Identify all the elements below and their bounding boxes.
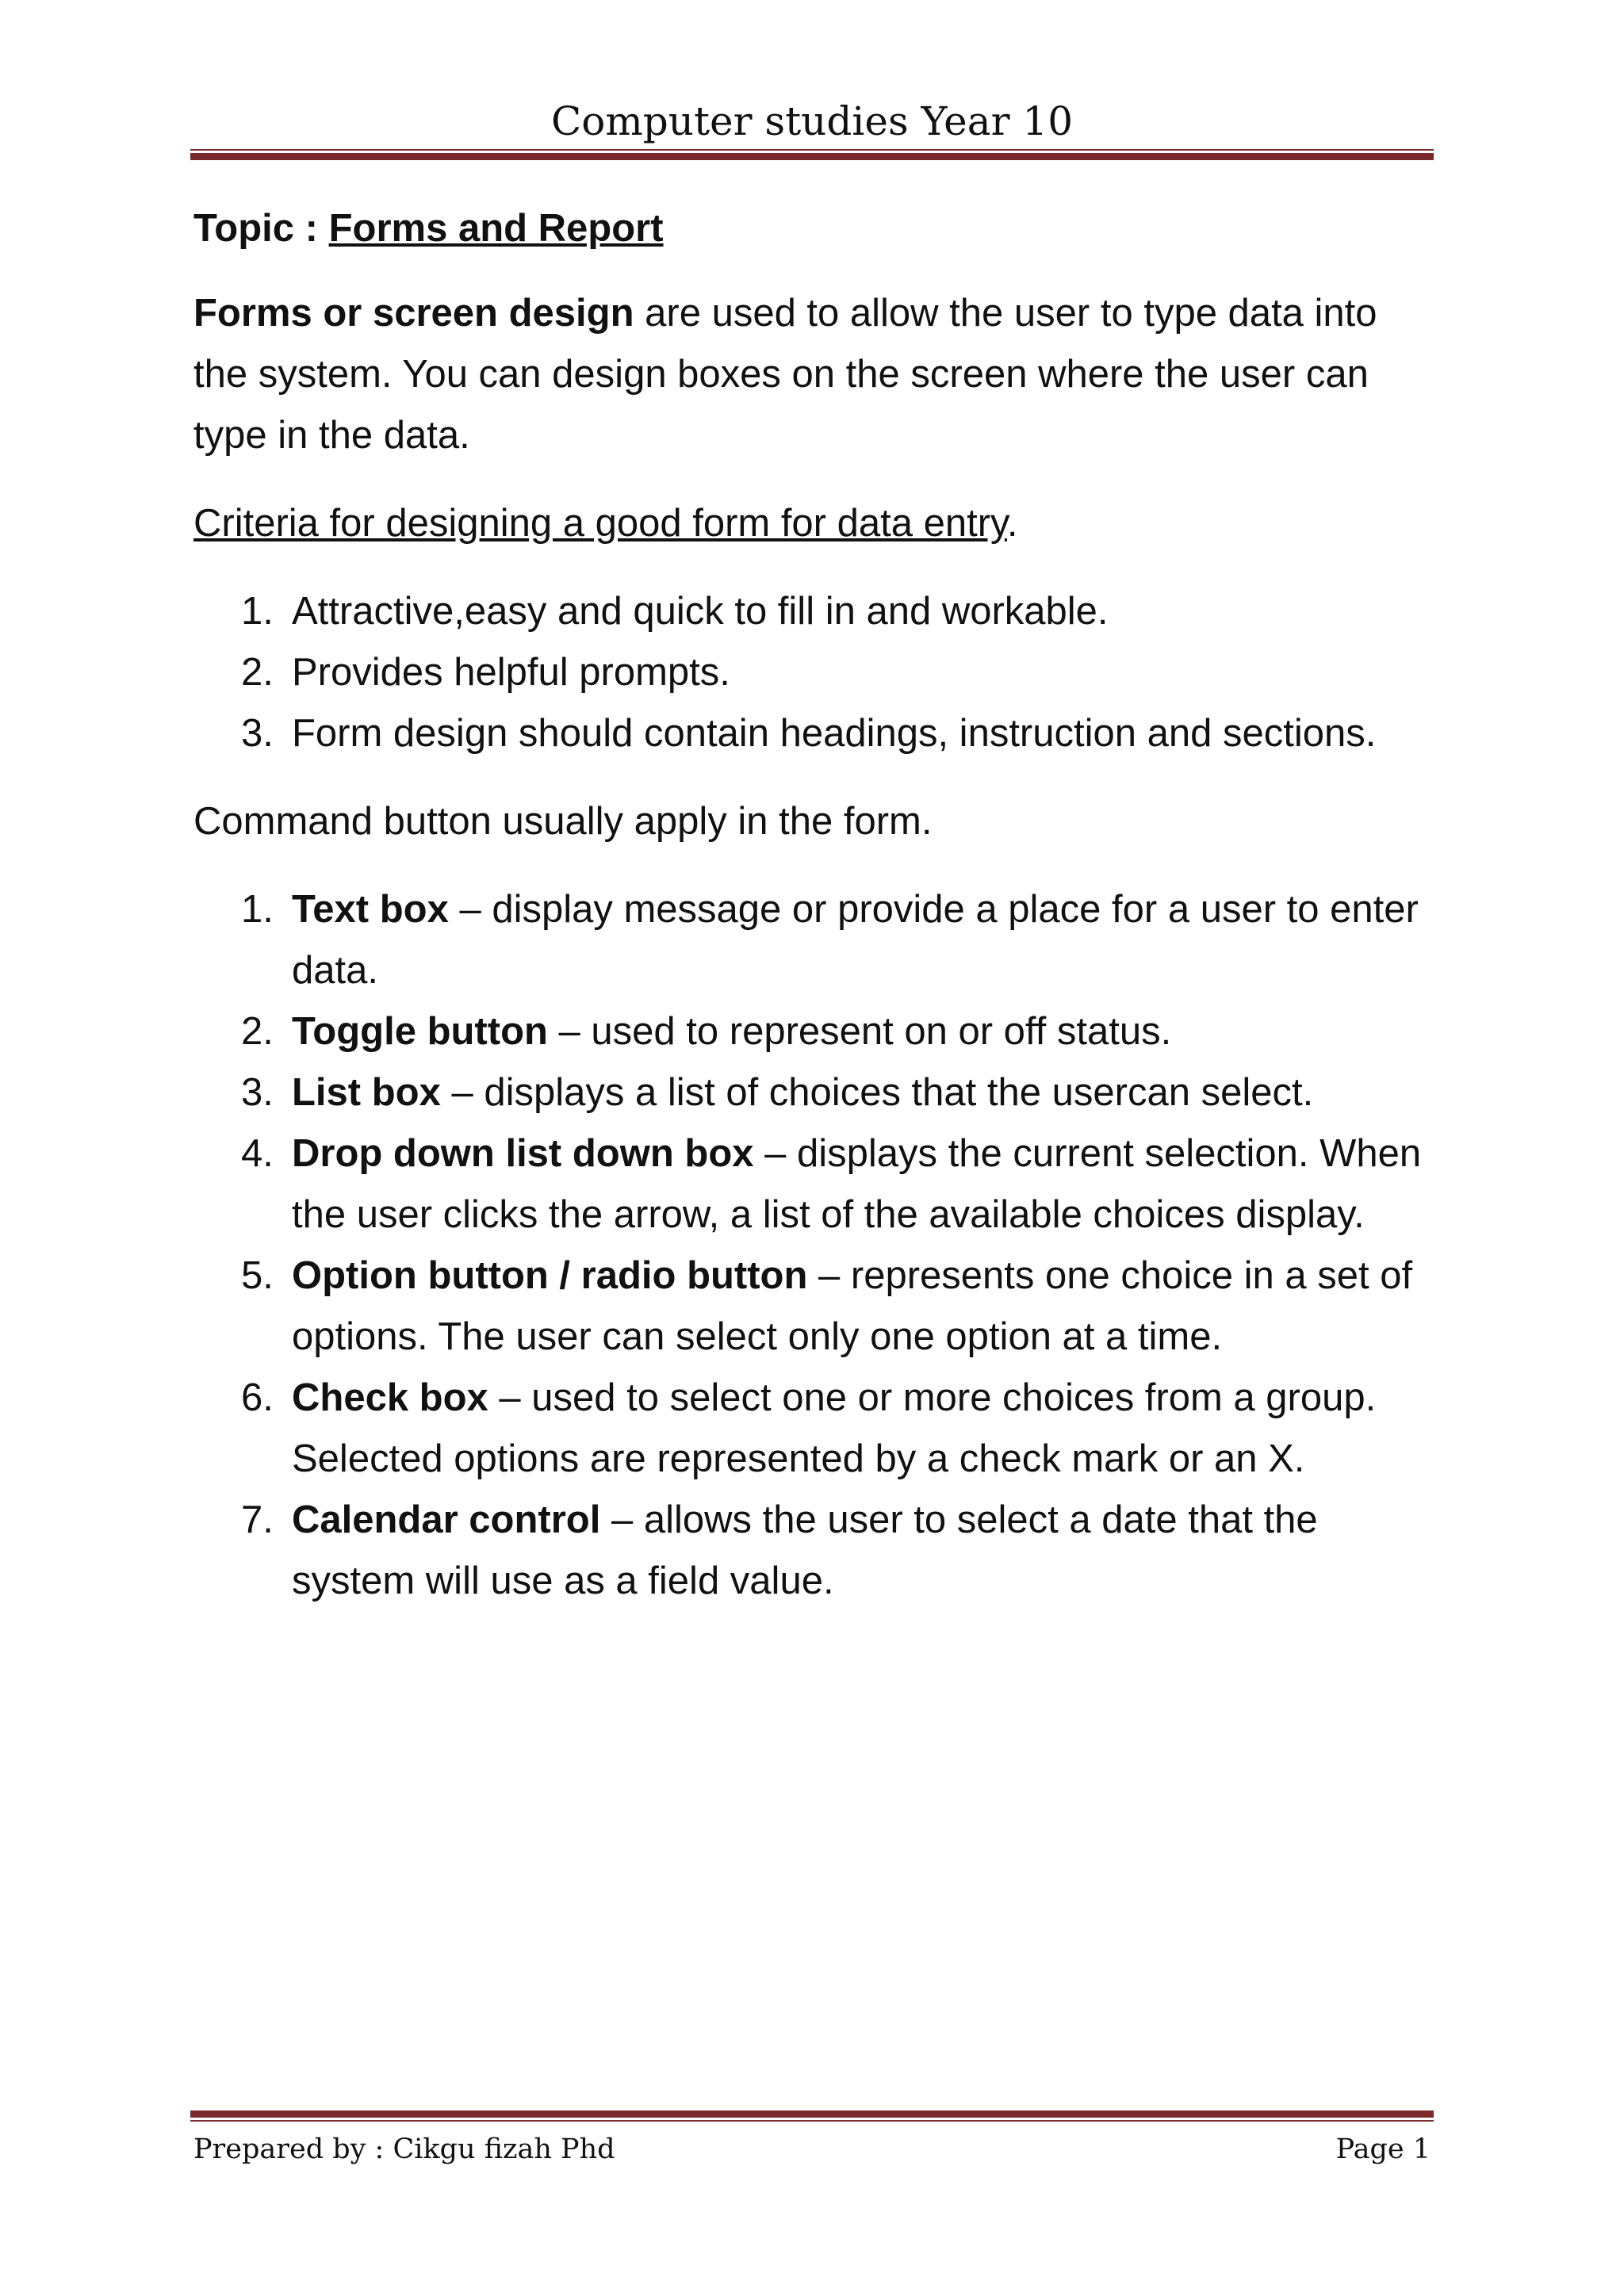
list-item-text: – allows the user to select a date that the system will use as a field value. — [292, 1498, 1318, 1602]
list-item-term: Calendar control — [292, 1498, 601, 1541]
list-item-text: Provides helpful prompts. — [292, 651, 730, 694]
list-item-number: 1. — [241, 590, 274, 633]
intro-paragraph — [193, 283, 1431, 466]
list-item-text: – represents one choice in a set of options. The user can select only one option at a time. — [292, 1254, 1413, 1358]
list-item-text: – used to represent on or off status. — [547, 1010, 1172, 1053]
list-item-term: Drop down list down box — [292, 1132, 754, 1175]
list-item-number: 5. — [241, 1254, 274, 1297]
topic-value: Forms and Report — [328, 207, 664, 250]
list-item — [193, 1123, 1431, 1246]
list-item-number: 7. — [241, 1498, 274, 1541]
footer-author: Prepared by : Cikgu fizah Phd — [193, 2133, 615, 2165]
list-item-term: Check box — [292, 1376, 488, 1419]
list-item-number: 3. — [241, 1071, 274, 1114]
list-item-text: – used to select one or more choices from a group. Selected options are represented by a check mark or an X. — [292, 1376, 1377, 1480]
criteria-heading — [193, 493, 1431, 554]
list-item-number: 2. — [241, 651, 274, 694]
list-item-term: Toggle button — [292, 1010, 548, 1053]
list-item-term: Option button / radio button — [292, 1254, 808, 1297]
commands-list — [193, 879, 1431, 1612]
list-item — [193, 1246, 1431, 1368]
criteria-heading-suffix: . — [1006, 502, 1018, 545]
list-item-text: – display message or provide a place for a user to enter data. — [292, 888, 1419, 992]
footer-page-number: Page 1 — [1335, 2133, 1431, 2165]
footer-divider — [190, 2110, 1434, 2122]
page-header-title: Computer studies Year 10 — [550, 98, 1074, 144]
intro-text: are used to allow the user to type data into the system. You can design boxes on the screen where the user can type in the data. — [193, 292, 1377, 457]
list-item — [193, 1490, 1431, 1612]
list-item — [193, 879, 1431, 1001]
list-item-number: 2. — [241, 1010, 274, 1053]
criteria-heading-text: Criteria for designing a good form for data entry — [193, 502, 1007, 545]
header-divider — [190, 149, 1434, 160]
list-item-number: 1. — [241, 888, 274, 931]
list-item — [193, 703, 1431, 764]
list-item — [193, 1062, 1431, 1123]
list-item-number: 6. — [241, 1376, 274, 1419]
list-item-number: 3. — [241, 712, 274, 755]
criteria-list — [193, 581, 1431, 764]
footer-divider-thick-line — [190, 2110, 1434, 2118]
list-item-text: – displays a list of choices that the usercan select. — [440, 1071, 1314, 1114]
list-item-text: Attractive,easy and quick to fill in and workable. — [292, 590, 1109, 633]
list-item-term: Text box — [292, 888, 449, 931]
list-item — [193, 581, 1431, 642]
list-item — [193, 1001, 1431, 1062]
topic-label: Topic : — [193, 207, 329, 250]
footer-divider-thin-line — [190, 2120, 1434, 2122]
list-item-number: 4. — [241, 1132, 274, 1175]
list-item — [193, 1368, 1431, 1490]
header-divider-thin-line — [190, 149, 1434, 151]
topic-line — [193, 198, 1431, 259]
list-item-term: List box — [292, 1071, 441, 1114]
list-item-text: – displays the current selection. When the user clicks the arrow, a list of the available choices display. — [292, 1132, 1422, 1236]
intro-term: Forms or screen design — [193, 292, 634, 335]
list-item — [193, 642, 1431, 703]
document-body — [193, 198, 1431, 1639]
commands-intro: Command button usually apply in the form. — [193, 800, 933, 843]
header-divider-thick-line — [190, 153, 1434, 160]
list-item-text: Form design should contain headings, instruction and sections. — [292, 712, 1377, 755]
